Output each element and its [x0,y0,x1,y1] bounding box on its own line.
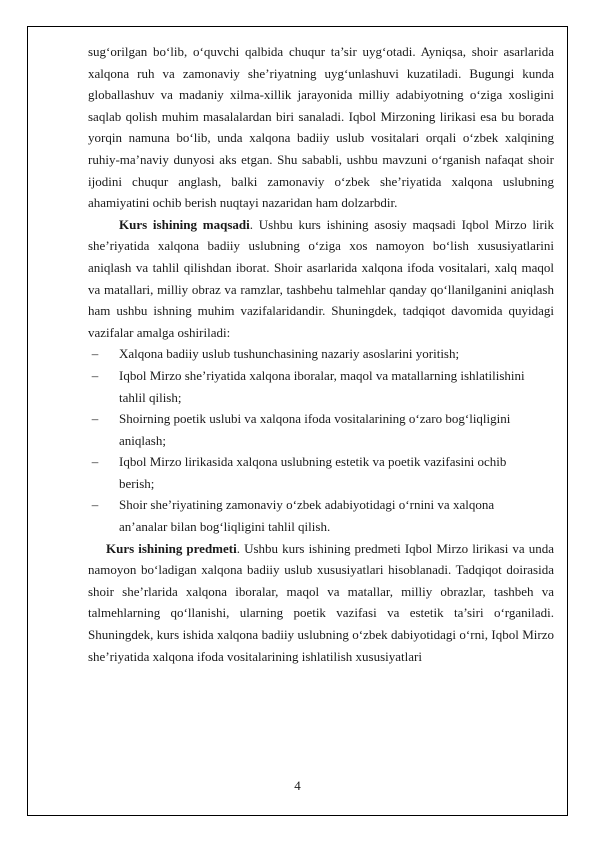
list-item [88,365,554,408]
intro-paragraph: sug‘orilgan bo‘lib, o‘quvchi qalbida chuqur ta’sir uyg‘otadi. Ayniqsa, shoir asarlarida xalqona ruh va zamonaviy she’riyatning uyg‘unlashuvi kuzatiladi. Bugungi kunda globallashuv va madaniy xilma-xillik jarayonida milliy adabiyotning o‘ziga xosligini saqlab qolish muhim masalalardan biri sanaladi. Iqbol Mirzoning lirikasi esa bu borada yorqin namuna bo‘lib, unda xalqona badiiy uslub vositalari orqali o‘zbek xalqining ruhiy-ma’naviy dunyosi aks etgan. Shu sababli, ushbu mavzuni o‘rganish nafaqat shoir ijodini chuqur anglash, balki zamonaviy o‘zbek she’riyatida xalqona uslubning ahamiyatini ochib berish nuqtayi nazaridan ham dolzarbdir. [88,44,554,211]
document-body [88,41,554,667]
dash-bullet: – [91,346,99,362]
list-item-text: Shoirning poetik uslubi va xalqona ifoda vositalarining o‘zaro bog‘liqligini aniqlash; [119,411,511,448]
list-item-text: Xalqona badiiy uslub tushunchasining nazariy asoslarini yoritish; [119,346,460,362]
list-item [88,451,554,494]
list-item [88,494,554,537]
page-number: 4 [294,778,301,793]
list-item-text: Iqbol Mirzo she’riyatida xalqona iboralar, maqol va matallarning ishlatilishini tahlil qilish; [119,367,525,405]
goal-heading: Kurs ishining maqsadi [119,216,250,232]
list-item [88,343,554,365]
dash-bullet: – [91,454,99,470]
task-list [88,343,554,537]
list-item [88,408,554,451]
dash-bullet: – [91,367,99,383]
list-item-text: Shoir she’riyatining zamonaviy o‘zbek adabiyotidagi o‘rnini va xalqona an’analar bilan bog‘liqligini tahlil qilish. [119,497,495,535]
subject-paragraph [88,538,554,668]
dash-bullet: – [91,411,99,427]
subject-text: . Ushbu kurs ishining predmeti Iqbol Mirzo lirikasi va unda namoyon bo‘ladigan xalqona badiiy uslub xususiyatlari hisoblanadi. Tadqiqot doirasida shoir she’rlarida xalqona iboralar, maqol va matallar, milliy obrazlar, tashbeh va talmehlarning qo‘llanishi, ularning poetik vazifasi va estetik ta’siri o‘rganiladi. Shuningdek, kurs ishida xalqona badiiy uslubning o‘zbek dabiyotidagi o‘rni, Iqbol Mirzo she’riyatida xalqona ifoda vositalarining ishlatilish xususiyatlari [88,540,555,664]
subject-heading: Kurs ishining predmeti [106,540,237,556]
dash-bullet: – [91,497,99,513]
goal-paragraph [88,214,554,344]
list-item-text: Iqbol Mirzo lirikasida xalqona uslubning estetik va poetik vazifasini ochib berish; [119,454,507,491]
goal-text: . Ushbu kurs ishining asosiy maqsadi Iqbol Mirzo lirik she’riyatida xalqona badiiy uslubning o‘ziga xos namoyon bo‘lish xususiyatlarini aniqlash va tahlil qilishdan iborat. Shoir asarlarida xalqona ifoda vositalari, xalq maqol va matallari, milliy obraz va ramzlar, tashbehu talmehlar qanday qo‘llanilganini aniqlash ham ushbu ishning muhim vazifalaridandir. Shuningdek, tadqiqot davomida quyidagi vazifalar amalga oshiriladi: [88,216,554,340]
